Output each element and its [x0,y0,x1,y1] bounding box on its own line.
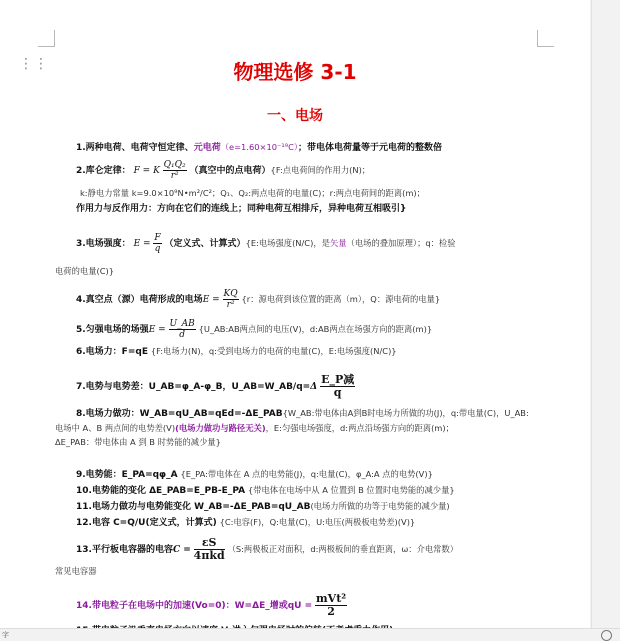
formula-line-8: 8.电场力做功：W_AB=qU_AB=qEd=-ΔE_PAB{W_AB:带电体由A到B时电场力所做的功(J)，q:带电量(C)，U_AB: [76,408,529,419]
formula-line-6: 6.电场力：F=qE {F:电场力(N)，q:受到电场力的电荷的电量(C)，E:电场强度(N/C)} [76,346,397,357]
drag-handle-icon[interactable]: ⋮⋮ [19,56,49,72]
fraction: $\frac{F}{q}$ [154,233,161,254]
formula-line-2-note: k:静电力常量 k=9.0×10⁹N•m²/C²；Q₁、Q₂:两点电荷的电量(C)；r:两点电荷间的距离(m)； [80,188,425,198]
formula-line-11: 11.电场力做功与电势能变化 W_AB=-ΔE_PAB=qU_AB(电场力所做的功等于电势能的减少量) [76,501,450,512]
formula-line-3-cont: 电荷的电量(C)} [55,266,115,276]
formula-line-2: 2.库仑定律： F = K $\frac{\text{Q₁Q₂}}{\text{r²}}$ （真空中的点电荷）{F:点电荷间的作用力(N)； [76,160,371,181]
fraction: $\frac{KQ}{\text{r²}}$ [223,289,238,310]
fraction: $\frac{\text{mVt²}}{2}$ [316,592,347,618]
formula-line-8-cont-2: ΔE_PAB：带电体由 A 到 B 时势能的减少量} [55,437,221,447]
formula-line-13-cont: 常见电容器 [55,566,97,576]
fraction: $\frac{U\_AB}{d}$ [169,319,195,340]
formula-line-3: 3.电场强度： E = $\frac{F}{q}$ （定义式、计算式）{E:电场强度(N/C)，是矢量（电场的叠加原理）；q：检验 [76,233,456,254]
formula-line-2-note-2: 作用力与反作用力：方向在它们的连线上；同种电荷互相排斥，异种电荷互相吸引} [76,204,407,214]
formula-line-1: 1.两种电荷、电荷守恒定律、元电荷（e=1.60×10⁻¹⁹C）；带电体电荷量等于元电荷的整数倍 [76,142,443,153]
formula-line-12: 12.电容 C=Q/U(定义式，计算式) {C:电容(F)，Q:电量(C)，U:电压(两极板电势差)(V)} [76,517,416,528]
formula-line-7: 7.电势与电势差：U_AB=φ_A-φ_B，U_AB=W_AB/q=Δ $\frac{\text{E\_P减}}{q}$ [76,373,355,399]
status-bar [0,628,620,641]
formula-line-9: 9.电势能：E_PA=qφ_A {E_PA:带电体在 A 点的电势能(J)，q:电量(C)，φ_A:A 点的电势(V)} [76,469,433,480]
formula-line-5: 5.匀强电场的场强E = $\frac{U\_AB}{d}$ {U_AB:AB两点间的电压(V)，d:AB两点在场强方向的距离(m)} [76,319,433,340]
document-title: 物理选修 3-1 [233,60,357,84]
status-text: 字 [2,631,9,639]
formula-line-13: 13.平行板电容器的电容C = $\frac{\varepsilon S}{\text{4πkd}}$ （S:两极板正对面积，d:两极板间的垂直距离，ω：介电常数） [76,536,459,562]
formula-line-10: 10.电势能的变化 ΔE_PAB=E_PB-E_PA {带电体在电场中从 A 位置到 B 位置时电势能的减少量} [76,485,455,496]
zoom-icon[interactable] [601,630,612,641]
page-corner-mark [38,30,55,47]
fraction: $\frac{\text{E\_P减}}{q}$ [321,373,355,399]
formula-line-14: 14.带电粒子在电场中的加速(Vo=0)：W=ΔE_增或qU = $\frac{\text{mVt²}}{2}$ [76,592,347,618]
fraction: $\frac{\text{Q₁Q₂}}{\text{r²}}$ [163,160,186,181]
vertical-scrollbar[interactable] [591,0,620,641]
formula-line-8-cont: 电场中 A、B 两点间的电势差(V)(电场力做功与路径无关)，E:匀强电场强度，d:两点沿场强方向的距离(m)； [55,423,454,433]
section-heading: 一、电场 [267,108,323,124]
fraction: $\frac{\varepsilon S}{\text{4πkd}}$ [193,536,225,562]
page-corner-mark [537,30,554,47]
formula-line-4: 4.真空点（源）电荷形成的电场E = $\frac{KQ}{\text{r²}}$ {r：源电荷到该位置的距离（m），Q：源电荷的电量} [76,289,441,310]
